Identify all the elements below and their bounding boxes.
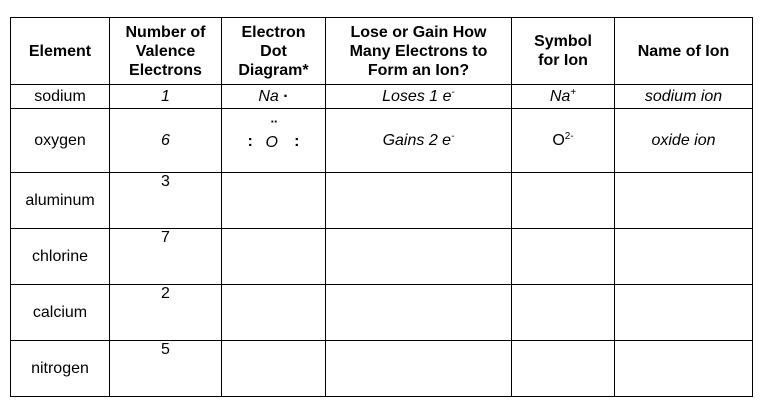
ion-charge: 2- bbox=[564, 130, 574, 142]
header-dot-line-3: Diagram* bbox=[238, 61, 309, 79]
header-symbol-line-2: for Ion bbox=[538, 52, 588, 69]
lewis-symbol: O bbox=[265, 134, 278, 151]
cell-ion-name: oxide ion bbox=[615, 109, 753, 173]
cell-ion-name: sodium ion bbox=[615, 85, 753, 109]
cell-dot-diagram bbox=[222, 85, 326, 109]
cell-element: sodium bbox=[11, 85, 110, 109]
header-element: Element bbox=[11, 18, 110, 85]
table-row-nitrogen bbox=[11, 341, 753, 397]
cell-dot-diagram[interactable] bbox=[222, 229, 326, 285]
cell-lose-gain[interactable] bbox=[326, 173, 512, 229]
header-electron-dot-diagram bbox=[222, 18, 326, 85]
cell-lose-gain bbox=[326, 85, 512, 109]
cell-dot-diagram bbox=[222, 109, 326, 173]
header-lose-gain-line-3: Form an Ion? bbox=[367, 61, 470, 79]
cell-lose-gain[interactable] bbox=[326, 229, 512, 285]
header-symbol-line-1: Symbol bbox=[534, 33, 592, 50]
cell-lose-gain bbox=[326, 109, 512, 173]
header-row bbox=[11, 18, 753, 85]
header-symbol-for-ion bbox=[512, 18, 615, 85]
cell-element: chlorine bbox=[11, 229, 110, 285]
cell-ion-symbol[interactable] bbox=[512, 173, 615, 229]
cell-element: nitrogen bbox=[11, 341, 110, 397]
header-valence-line-1: Number of bbox=[125, 23, 206, 41]
cell-dot-diagram[interactable] bbox=[222, 173, 326, 229]
cell-element: oxygen bbox=[11, 109, 110, 173]
cell-valence: 3 bbox=[110, 173, 222, 229]
cell-ion-symbol[interactable] bbox=[512, 341, 615, 397]
header-lose-gain-line-2: Many Electrons to bbox=[349, 42, 488, 60]
lose-gain-charge: - bbox=[451, 130, 455, 142]
ion-formation-table bbox=[10, 17, 753, 397]
cell-ion-name[interactable] bbox=[615, 285, 753, 341]
table-row-aluminum bbox=[11, 173, 753, 229]
lewis-structure bbox=[244, 114, 304, 158]
cell-dot-diagram[interactable] bbox=[222, 285, 326, 341]
cell-element: calcium bbox=[11, 285, 110, 341]
cell-valence: 7 bbox=[110, 229, 222, 285]
cell-dot-diagram[interactable] bbox=[222, 341, 326, 397]
ion-charge: + bbox=[570, 86, 577, 98]
cell-ion-name[interactable] bbox=[615, 341, 753, 397]
header-lose-or-gain bbox=[326, 18, 512, 85]
header-valence-line-3: Electrons bbox=[129, 61, 202, 79]
dot-symbol: Na bbox=[258, 87, 279, 105]
header-lose-gain-line-1: Lose or Gain How bbox=[350, 23, 487, 41]
lewis-right-pair: : bbox=[294, 133, 300, 150]
lewis-top-pair: ·· bbox=[270, 114, 278, 129]
lose-gain-text: Loses 1 e bbox=[382, 87, 452, 105]
header-dot-line-2: Dot bbox=[260, 42, 287, 60]
cell-valence: 5 bbox=[110, 341, 222, 397]
cell-ion-symbol bbox=[512, 85, 615, 109]
cell-lose-gain[interactable] bbox=[326, 285, 512, 341]
cell-lose-gain[interactable] bbox=[326, 341, 512, 397]
header-dot-line-1: Electron bbox=[241, 23, 306, 41]
dot-marks: · bbox=[283, 87, 289, 105]
lewis-left-pair: : bbox=[247, 133, 253, 150]
table-row-chlorine bbox=[11, 229, 753, 285]
ion-symbol: O bbox=[552, 131, 565, 149]
header-valence-electrons bbox=[110, 18, 222, 85]
table-row-calcium bbox=[11, 285, 753, 341]
cell-ion-name[interactable] bbox=[615, 229, 753, 285]
cell-valence: 2 bbox=[110, 285, 222, 341]
cell-ion-name[interactable] bbox=[615, 173, 753, 229]
header-valence-line-2: Valence bbox=[135, 42, 196, 60]
cell-ion-symbol[interactable] bbox=[512, 285, 615, 341]
lose-gain-text: Gains 2 e bbox=[382, 131, 452, 149]
cell-valence: 6 bbox=[110, 109, 222, 173]
table-row-sodium bbox=[11, 85, 753, 109]
header-name-of-ion: Name of Ion bbox=[615, 18, 753, 85]
cell-element: aluminum bbox=[11, 173, 110, 229]
table-row-oxygen bbox=[11, 109, 753, 173]
cell-ion-symbol bbox=[512, 109, 615, 173]
ion-symbol: Na bbox=[549, 87, 571, 105]
lose-gain-charge: - bbox=[451, 86, 455, 98]
cell-valence: 1 bbox=[110, 85, 222, 109]
cell-ion-symbol[interactable] bbox=[512, 229, 615, 285]
